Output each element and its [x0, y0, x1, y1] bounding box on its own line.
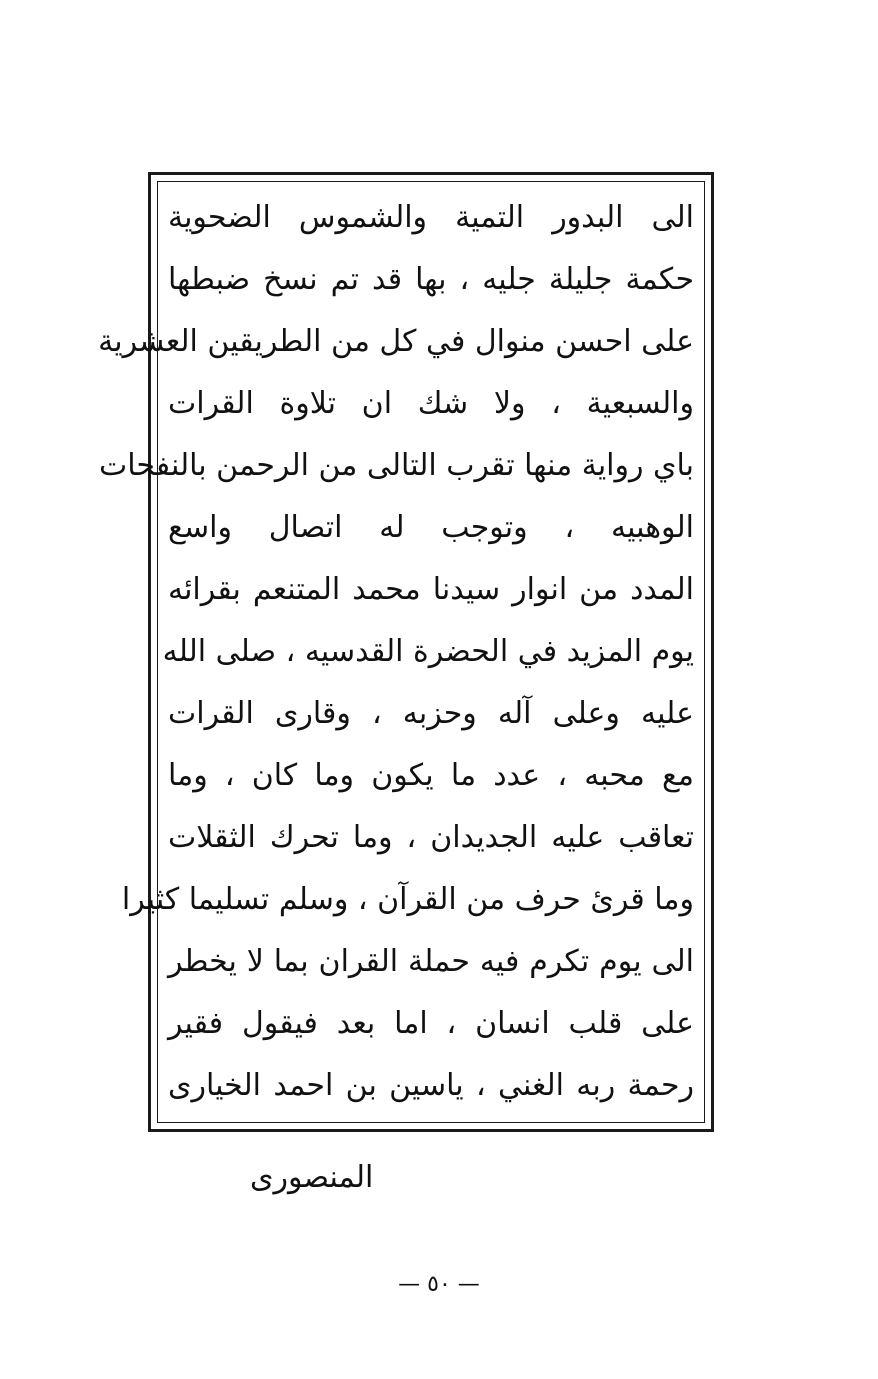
text-line: وما قرئ حرف من القرآن ، وسلم تسليما كثيرا [121, 882, 694, 917]
text-line: حكمة جليلة جليه ، بها قد تم نسخ ضبطها [168, 262, 694, 297]
text-line: يوم المزيد في الحضرة القدسيه ، صلى الله [162, 634, 694, 669]
text-line: الى يوم تكرم فيه حملة القران بما لا يخطر [168, 944, 694, 979]
text-line: على احسن منوال في كل من الطريقين العشرية [98, 324, 694, 359]
text-line: المدد من انوار سيدنا محمد المتنعم بقرائه [168, 572, 694, 607]
text-line: الى البدور التمية والشموس الضحوية [168, 200, 694, 235]
text-line: الوهبيه ، وتوجب له اتصال واسع [168, 510, 694, 545]
text-line: باي رواية منها تقرب التالى من الرحمن بالنفحات [99, 448, 694, 483]
text-line: والسبعية ، ولا شك ان تلاوة القرات [168, 386, 694, 421]
page-number: — ٥٠ — [398, 1272, 480, 1297]
text-line: عليه وعلى آله وحزبه ، وقارى القرات [168, 696, 694, 731]
text-line: رحمة ربه الغني ، ياسين بن احمد الخيارى [168, 1068, 694, 1103]
catchword: المنصورى [250, 1160, 374, 1195]
text-frame [98, 172, 714, 1132]
text-frame-inner [98, 181, 705, 1123]
main-text-block [98, 196, 694, 1108]
text-line: تعاقب عليه الجديدان ، وما تحرك الثقلات [168, 820, 694, 855]
text-line: مع محبه ، عدد ما يكون وما كان ، وما [168, 758, 694, 793]
text-line: على قلب انسان ، اما بعد فيقول فقير [168, 1006, 694, 1041]
